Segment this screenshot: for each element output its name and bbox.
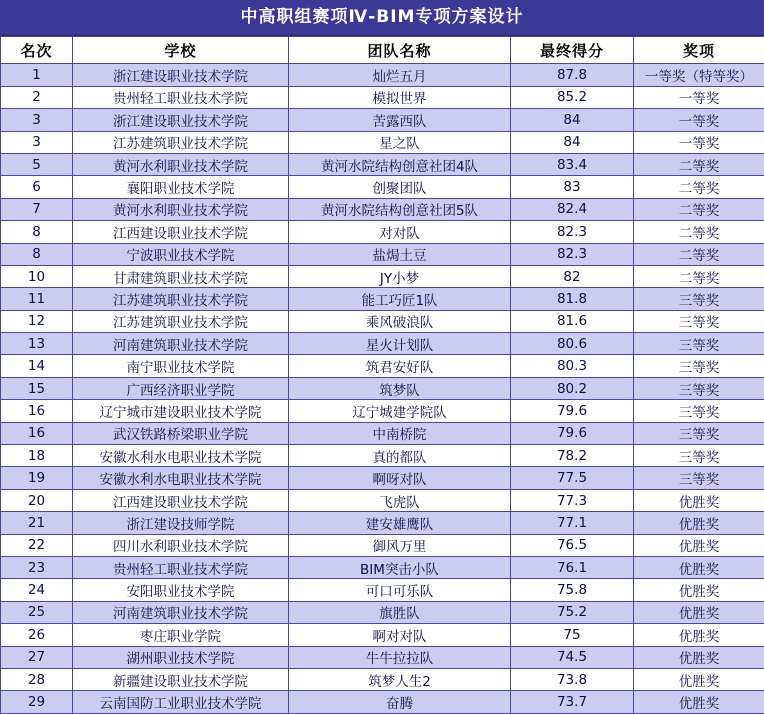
table-row — [1, 265, 764, 287]
cell-team: 啊呀对队 — [289, 467, 511, 489]
table-row — [1, 131, 764, 153]
cell-rank: 22 — [1, 534, 73, 556]
cell-award: 一等奖 — [634, 109, 764, 131]
cell-school: 江西建设职业技术学院 — [73, 489, 289, 511]
cell-score: 80.2 — [511, 377, 634, 399]
cell-score: 75.2 — [511, 601, 634, 623]
cell-score: 85.2 — [511, 86, 634, 108]
table-row — [1, 668, 764, 690]
table-header — [1, 37, 764, 64]
table-row — [1, 310, 764, 332]
cell-score: 84 — [511, 131, 634, 153]
cell-team: JY小梦 — [289, 265, 511, 287]
cell-award: 优胜奖 — [634, 579, 764, 601]
cell-score: 87.8 — [511, 64, 634, 86]
page-title: 中高职组赛项Ⅳ-BIM专项方案设计 — [0, 0, 764, 36]
cell-team: 御风万里 — [289, 534, 511, 556]
cell-school: 襄阳职业技术学院 — [73, 176, 289, 198]
cell-award: 优胜奖 — [634, 668, 764, 690]
cell-score: 81.6 — [511, 310, 634, 332]
cell-rank: 16 — [1, 400, 73, 422]
cell-rank: 14 — [1, 355, 73, 377]
table-row — [1, 601, 764, 623]
cell-score: 77.3 — [511, 489, 634, 511]
cell-score: 80.3 — [511, 355, 634, 377]
cell-award: 三等奖 — [634, 288, 764, 310]
cell-school: 江苏建筑职业技术学院 — [73, 131, 289, 153]
cell-team: 创聚团队 — [289, 176, 511, 198]
table-row — [1, 333, 764, 355]
cell-school: 河南建筑职业技术学院 — [73, 601, 289, 623]
cell-team: 乘风破浪队 — [289, 310, 511, 332]
table-row — [1, 243, 764, 265]
cell-rank: 16 — [1, 422, 73, 444]
cell-school: 甘肃建筑职业技术学院 — [73, 265, 289, 287]
cell-award: 二等奖 — [634, 265, 764, 287]
table-row — [1, 400, 764, 422]
cell-team: 飞虎队 — [289, 489, 511, 511]
cell-team: 对对队 — [289, 221, 511, 243]
cell-rank: 2 — [1, 86, 73, 108]
cell-rank: 10 — [1, 265, 73, 287]
cell-school: 枣庄职业学院 — [73, 624, 289, 646]
cell-school: 黄河水利职业技术学院 — [73, 198, 289, 220]
cell-school: 江苏建筑职业技术学院 — [73, 310, 289, 332]
table-row — [1, 624, 764, 646]
table-row — [1, 221, 764, 243]
cell-team: 盐焗土豆 — [289, 243, 511, 265]
table-row — [1, 377, 764, 399]
cell-team: 旗胜队 — [289, 601, 511, 623]
cell-team: 牛牛拉拉队 — [289, 646, 511, 668]
cell-award: 优胜奖 — [634, 646, 764, 668]
cell-score: 83.4 — [511, 153, 634, 175]
cell-school: 河南建筑职业技术学院 — [73, 333, 289, 355]
column-header-score: 最终得分 — [511, 37, 634, 64]
table-row — [1, 422, 764, 444]
cell-award: 三等奖 — [634, 355, 764, 377]
cell-rank: 27 — [1, 646, 73, 668]
cell-score: 76.5 — [511, 534, 634, 556]
cell-team: 中南桥院 — [289, 422, 511, 444]
cell-rank: 12 — [1, 310, 73, 332]
table-row — [1, 512, 764, 534]
table-row — [1, 467, 764, 489]
cell-team: 黄河水院结构创意社团5队 — [289, 198, 511, 220]
cell-award: 二等奖 — [634, 176, 764, 198]
table-row — [1, 288, 764, 310]
cell-school: 湖州职业技术学院 — [73, 646, 289, 668]
cell-school: 广西经济职业学院 — [73, 377, 289, 399]
cell-team: 能工巧匠1队 — [289, 288, 511, 310]
cell-score: 76.1 — [511, 556, 634, 578]
cell-team: 星之队 — [289, 131, 511, 153]
cell-award: 优胜奖 — [634, 624, 764, 646]
cell-school: 浙江建设技师学院 — [73, 512, 289, 534]
cell-school: 辽宁城市建设职业技术学院 — [73, 400, 289, 422]
cell-score: 78.2 — [511, 445, 634, 467]
table-row — [1, 556, 764, 578]
cell-award: 优胜奖 — [634, 489, 764, 511]
table-row — [1, 445, 764, 467]
cell-score: 73.7 — [511, 691, 634, 713]
cell-score: 73.8 — [511, 668, 634, 690]
cell-rank: 1 — [1, 64, 73, 86]
cell-school: 云南国防工业职业技术学院 — [73, 691, 289, 713]
cell-rank: 7 — [1, 198, 73, 220]
table-row — [1, 64, 764, 86]
cell-score: 74.5 — [511, 646, 634, 668]
table-row — [1, 86, 764, 108]
cell-school: 安阳职业技术学院 — [73, 579, 289, 601]
header-row — [1, 37, 764, 64]
cell-team: 苦露西队 — [289, 109, 511, 131]
cell-team: 筑梦人生2 — [289, 668, 511, 690]
cell-score: 79.6 — [511, 400, 634, 422]
cell-award: 三等奖 — [634, 400, 764, 422]
cell-rank: 8 — [1, 243, 73, 265]
cell-award: 一等奖 — [634, 86, 764, 108]
column-header-rank: 名次 — [1, 37, 73, 64]
table-row — [1, 176, 764, 198]
cell-school: 安徽水利水电职业技术学院 — [73, 467, 289, 489]
cell-team: BIM突击小队 — [289, 556, 511, 578]
cell-team: 筑梦队 — [289, 377, 511, 399]
cell-team: 灿烂五月 — [289, 64, 511, 86]
table-row — [1, 109, 764, 131]
cell-award: 三等奖 — [634, 310, 764, 332]
cell-rank: 20 — [1, 489, 73, 511]
cell-score: 82 — [511, 265, 634, 287]
cell-team: 黄河水院结构创意社团4队 — [289, 153, 511, 175]
cell-team: 真的都队 — [289, 445, 511, 467]
column-header-team: 团队名称 — [289, 37, 511, 64]
cell-award: 二等奖 — [634, 243, 764, 265]
cell-award: 二等奖 — [634, 221, 764, 243]
cell-school: 武汉铁路桥梁职业学院 — [73, 422, 289, 444]
cell-school: 浙江建设职业技术学院 — [73, 109, 289, 131]
cell-school: 新疆建设职业技术学院 — [73, 668, 289, 690]
cell-team: 筑君安好队 — [289, 355, 511, 377]
table-row — [1, 489, 764, 511]
cell-rank: 5 — [1, 153, 73, 175]
table-row — [1, 534, 764, 556]
cell-score: 77.1 — [511, 512, 634, 534]
cell-award: 优胜奖 — [634, 512, 764, 534]
cell-team: 可口可乐队 — [289, 579, 511, 601]
cell-award: 优胜奖 — [634, 691, 764, 713]
cell-score: 83 — [511, 176, 634, 198]
cell-rank: 13 — [1, 333, 73, 355]
cell-award: 三等奖 — [634, 377, 764, 399]
cell-rank: 24 — [1, 579, 73, 601]
cell-rank: 28 — [1, 668, 73, 690]
table-row — [1, 691, 764, 713]
cell-rank: 3 — [1, 109, 73, 131]
cell-award: 三等奖 — [634, 445, 764, 467]
cell-team: 模拟世界 — [289, 86, 511, 108]
cell-award: 一等奖 — [634, 131, 764, 153]
cell-award: 三等奖 — [634, 422, 764, 444]
cell-school: 安徽水利水电职业技术学院 — [73, 445, 289, 467]
cell-rank: 3 — [1, 131, 73, 153]
cell-team: 辽宁城建学院队 — [289, 400, 511, 422]
cell-school: 江西建设职业技术学院 — [73, 221, 289, 243]
cell-school: 四川水利职业技术学院 — [73, 534, 289, 556]
cell-score: 84 — [511, 109, 634, 131]
cell-team: 啊对对队 — [289, 624, 511, 646]
cell-team: 奋腾 — [289, 691, 511, 713]
cell-rank: 8 — [1, 221, 73, 243]
cell-score: 75.8 — [511, 579, 634, 601]
cell-award: 二等奖 — [634, 198, 764, 220]
cell-award: 三等奖 — [634, 333, 764, 355]
cell-rank: 21 — [1, 512, 73, 534]
cell-school: 贵州轻工职业技术学院 — [73, 556, 289, 578]
cell-award: 优胜奖 — [634, 534, 764, 556]
cell-team: 星火计划队 — [289, 333, 511, 355]
table-row — [1, 198, 764, 220]
table-row — [1, 646, 764, 668]
cell-school: 南宁职业技术学院 — [73, 355, 289, 377]
cell-school: 江苏建筑职业技术学院 — [73, 288, 289, 310]
cell-rank: 15 — [1, 377, 73, 399]
cell-score: 77.5 — [511, 467, 634, 489]
cell-rank: 19 — [1, 467, 73, 489]
cell-award: 二等奖 — [634, 153, 764, 175]
cell-score: 82.3 — [511, 243, 634, 265]
cell-school: 浙江建设职业技术学院 — [73, 64, 289, 86]
cell-school: 贵州轻工职业技术学院 — [73, 86, 289, 108]
cell-award: 优胜奖 — [634, 601, 764, 623]
cell-rank: 11 — [1, 288, 73, 310]
cell-award: 优胜奖 — [634, 556, 764, 578]
cell-score: 82.3 — [511, 221, 634, 243]
results-table — [0, 36, 764, 713]
table-row — [1, 355, 764, 377]
cell-rank: 18 — [1, 445, 73, 467]
cell-score: 81.8 — [511, 288, 634, 310]
cell-award: 三等奖 — [634, 467, 764, 489]
cell-score: 75 — [511, 624, 634, 646]
cell-school: 宁波职业技术学院 — [73, 243, 289, 265]
cell-score: 79.6 — [511, 422, 634, 444]
cell-rank: 6 — [1, 176, 73, 198]
column-header-school: 学校 — [73, 37, 289, 64]
cell-score: 82.4 — [511, 198, 634, 220]
cell-rank: 26 — [1, 624, 73, 646]
table-row — [1, 153, 764, 175]
cell-award: 一等奖（特等奖） — [634, 64, 764, 86]
cell-score: 80.6 — [511, 333, 634, 355]
column-header-award: 奖项 — [634, 37, 764, 64]
cell-rank: 23 — [1, 556, 73, 578]
cell-school: 黄河水利职业技术学院 — [73, 153, 289, 175]
cell-team: 建安雄鹰队 — [289, 512, 511, 534]
cell-rank: 25 — [1, 601, 73, 623]
table-body — [1, 64, 764, 713]
table-row — [1, 579, 764, 601]
cell-rank: 29 — [1, 691, 73, 713]
